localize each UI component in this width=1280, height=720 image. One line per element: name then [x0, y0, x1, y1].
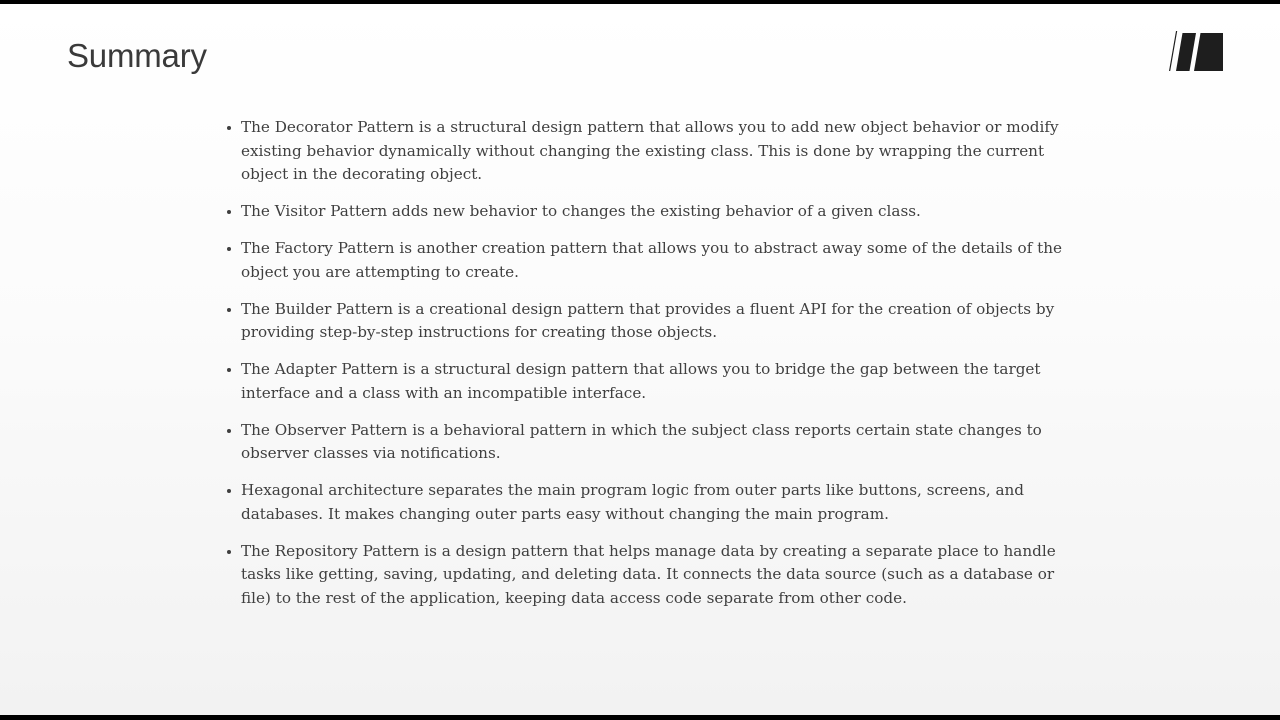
bullet-visitor-pattern: The Visitor Pattern adds new behavior to changes the existing behavior of a given class.	[224, 200, 1084, 224]
bullet-hexagonal-architecture: Hexagonal architecture separates the main program logic from outer parts like buttons, screens, and databases. It makes changing outer parts easy without changing the main program.	[224, 479, 1084, 526]
bullet-repository-pattern: The Repository Pattern is a design pattern that helps manage data by creating a separate place to handle tasks like getting, saving, updating, and deleting data. It connects the data source (such as a database or file) to the rest of the application, keeping data access code separate from other code.	[224, 540, 1084, 611]
bullet-observer-pattern: The Observer Pattern is a behavioral pattern in which the subject class reports certain state changes to observer classes via notifications.	[224, 419, 1084, 466]
bullet-decorator-pattern: The Decorator Pattern is a structural design pattern that allows you to add new object behavior or modify existing behavior dynamically without changing the existing class. This is done by wrapping the current object in the decorating object.	[224, 116, 1084, 187]
slide	[0, 4, 1280, 715]
bullet-adapter-pattern: The Adapter Pattern is a structural design pattern that allows you to bridge the gap between the target interface and a class with an incompatible interface.	[224, 358, 1084, 405]
slide-title: Summary	[67, 37, 207, 74]
publisher-logo-icon	[1168, 31, 1224, 71]
summary-bullet-list	[224, 116, 1084, 624]
bullet-factory-pattern: The Factory Pattern is another creation pattern that allows you to abstract away some of the details of the object you are attempting to create.	[224, 237, 1084, 284]
bullet-builder-pattern: The Builder Pattern is a creational design pattern that provides a fluent API for the creation of objects by providing step-by-step instructions for creating those objects.	[224, 298, 1084, 345]
